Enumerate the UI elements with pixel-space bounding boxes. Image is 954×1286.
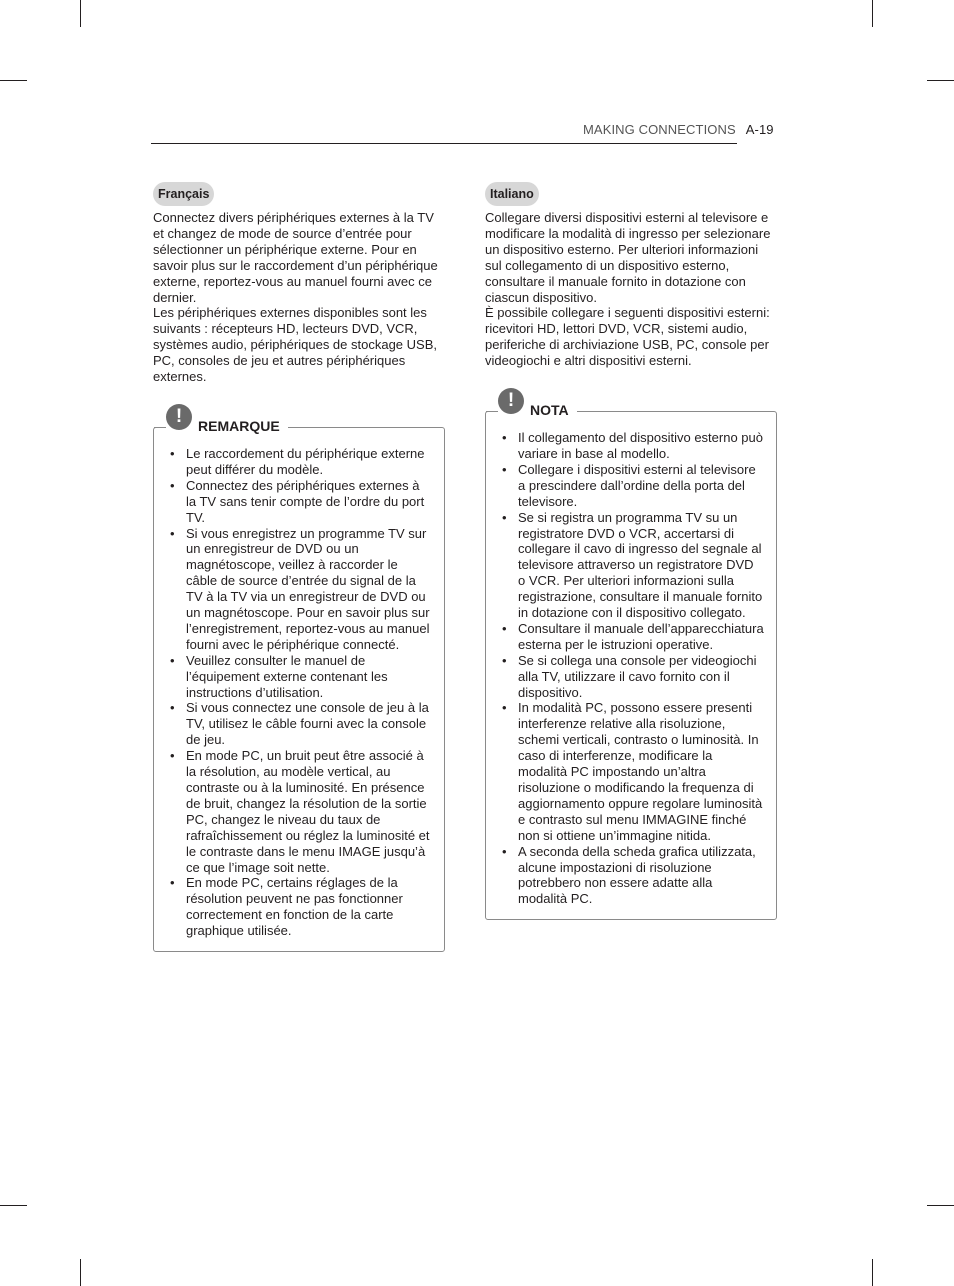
paragraph: Collegare diversi dispositivi esterni al televisore e modificare la modalità di ingresso per selezionare un dispositivo esterno. Per ulteriori informazioni sul collegamento di un dispositivo esterno, consultare il manuale fornito in dotazione con ciascun dispositivo. bbox=[485, 210, 771, 305]
list-item: • Il collegamento del dispositivo esterno può variare in base al modello. bbox=[500, 430, 764, 462]
list-item: • In modalità PC, possono essere presenti interferenze relative alla risoluzione, schemi verticali, contrasto o luminosità. In caso di interferenze, modificare la modalità PC impostando un’altra risoluzione o modificando la frequenza di aggiornamento oppure regolare luminosità e contrasto sul menu IMMAGINE finché non si ottiene un’immagine nitida. bbox=[500, 700, 764, 843]
list-item: • En mode PC, certains réglages de la résolution peuvent ne pas fonctionner correctement en fonction de la carte graphique utilisée. bbox=[168, 875, 432, 939]
note-box bbox=[153, 405, 445, 952]
crop-mark bbox=[0, 1205, 27, 1206]
intro-text bbox=[153, 210, 445, 385]
language-badge: Français bbox=[153, 182, 214, 206]
intro-text bbox=[485, 210, 777, 369]
list-item: • Si vous enregistrez un programme TV sur un enregistreur de DVD ou un magnétoscope, veillez à raccorder le câble de source d’entrée du signal de la TV à la TV via un enregistreur de DVD ou un magnétoscope. Pour en savoir plus sur l’enregistrement, reportez-vous au manuel fourni avec le périphérique connecté. bbox=[168, 526, 432, 653]
exclamation-icon: ! bbox=[498, 388, 524, 414]
paragraph: È possibile collegare i seguenti dispositivi esterni: ricevitori HD, lettori DVD, VCR, sistemi audio, periferiche di archiviazione USB, PC, console per videogiochi e altri dispositivi esterni. bbox=[485, 305, 770, 369]
list-item: • Veuillez consulter le manuel de l’équipement externe contenant les instructions d’utilisation. bbox=[168, 653, 432, 701]
note-title: REMARQUE bbox=[198, 417, 280, 434]
language-badge: Italiano bbox=[485, 182, 539, 206]
italian-column bbox=[485, 182, 777, 920]
crop-mark bbox=[927, 80, 954, 81]
paragraph: Connectez divers périphériques externes à la TV et changez de mode de source d’entrée pour sélectionner un périphérique externe. Pour en savoir plus sur le raccordement d’un périphérique externe, reportez-vous au manuel fourni avec ce dernier. bbox=[153, 210, 438, 305]
crop-mark bbox=[80, 1259, 81, 1286]
note-header bbox=[166, 404, 288, 434]
crop-mark bbox=[0, 80, 27, 81]
page-number: A-19 bbox=[745, 122, 774, 137]
list-item: • Si vous connectez une console de jeu à la TV, utilisez le câble fourni avec la console de jeu. bbox=[168, 700, 432, 748]
list-item: • Collegare i dispositivi esterni al televisore a prescindere dall’ordine della porta del televisore. bbox=[500, 462, 764, 510]
crop-mark bbox=[872, 1259, 873, 1286]
note-header bbox=[498, 388, 577, 419]
crop-mark bbox=[872, 0, 873, 27]
note-box bbox=[485, 390, 777, 920]
list-item: • Le raccordement du périphérique externe peut différer du modèle. bbox=[168, 446, 432, 478]
list-item: • A seconda della scheda grafica utilizzata, alcune impostazioni di risoluzione potrebbero non essere adatte alla modalità PC. bbox=[500, 844, 764, 908]
note-list bbox=[500, 430, 764, 907]
list-item: • Se si registra un programma TV su un registratore DVD o VCR, accertarsi di collegare il cavo di ingresso del segnale al televisore attraverso un registratore DVD o VCR. Per ulteriori informazioni sulla registrazione, consultare il manuale fornito in dotazione con il dispositivo collegato. bbox=[500, 510, 764, 621]
list-item: • Connectez des périphériques externes à la TV sans tenir compte de l’ordre du port TV. bbox=[168, 478, 432, 526]
note-list bbox=[168, 446, 432, 939]
exclamation-icon: ! bbox=[166, 404, 192, 430]
list-item: • Consultare il manuale dell’apparecchiatura esterna per le istruzioni operative. bbox=[500, 621, 764, 653]
crop-mark bbox=[927, 1205, 954, 1206]
header-rule bbox=[151, 143, 737, 144]
list-item: • Se si collega una console per videogiochi alla TV, utilizzare il cavo fornito con il dispositivo. bbox=[500, 653, 764, 701]
paragraph: Les périphériques externes disponibles sont les suivants : récepteurs HD, lecteurs DVD, VCR, systèmes audio, périphériques de stockage USB, PC, consoles de jeu et autres périphériques externes. bbox=[153, 305, 437, 385]
section-title: MAKING CONNECTIONS bbox=[583, 122, 736, 137]
crop-mark bbox=[80, 0, 81, 27]
running-header bbox=[583, 122, 774, 137]
list-item: • En mode PC, un bruit peut être associé à la résolution, au modèle vertical, au contraste ou à la luminosité. En présence de bruit, changez la résolution de la sortie PC, changez le niveau du taux de rafraîchissement ou réglez la luminosité et le contraste dans le menu IMAGE jusqu’à ce que l’image soit nette. bbox=[168, 748, 432, 875]
french-column bbox=[153, 182, 445, 952]
note-title: NOTA bbox=[530, 402, 569, 419]
